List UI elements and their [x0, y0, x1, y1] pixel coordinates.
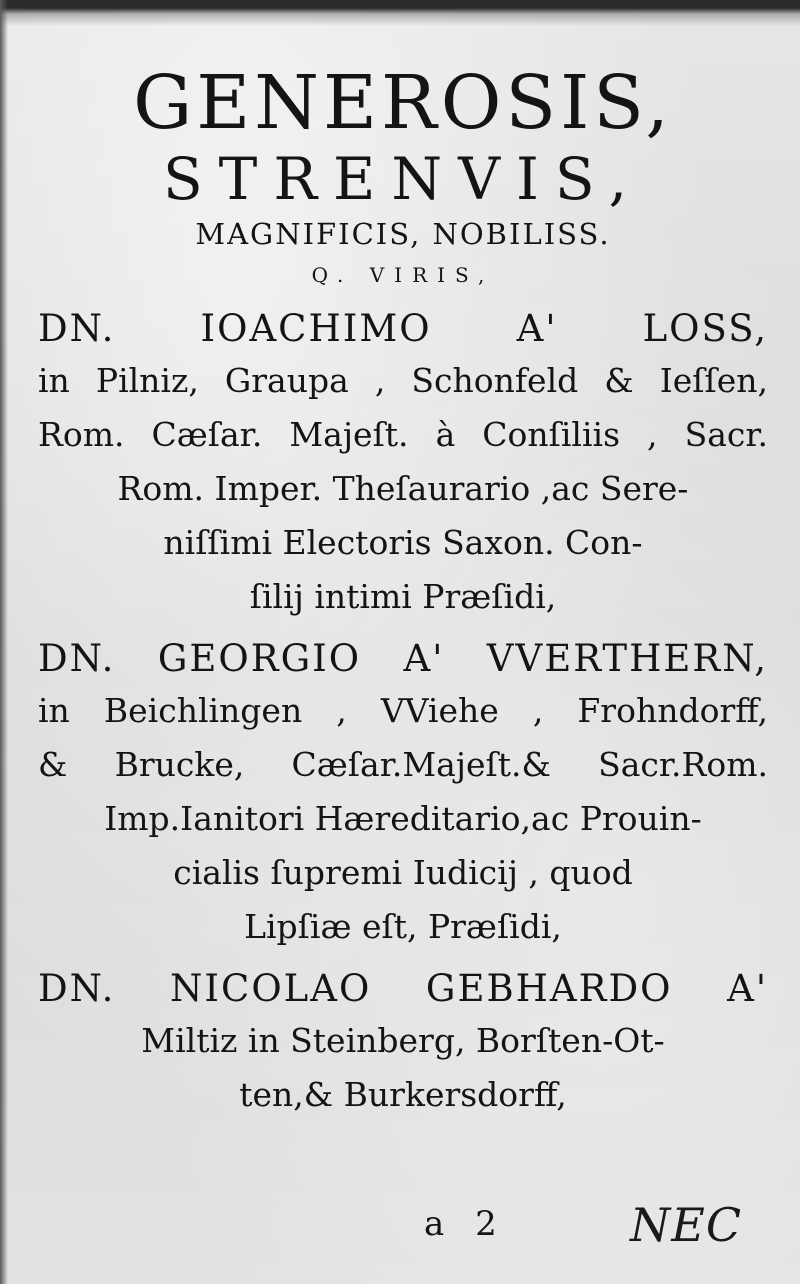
person-line: Lipſiæ eſt, Præſidi, — [244, 907, 562, 946]
person-line: Miltiz in Steinberg, Borſten-Ot- — [141, 1021, 665, 1060]
person-line: ten,& Burkersdorff, — [239, 1075, 567, 1114]
person-line: Rom. Cæſar. Majeſt. à Conſiliis , Sacr. — [38, 415, 768, 454]
heading-generosis: GENEROSIS, — [133, 60, 673, 146]
catchword: NEC — [630, 1198, 743, 1252]
person-line: Imp.Ianitori Hæreditario,ac Prouin- — [104, 799, 702, 838]
person-line: ſilij intimi Præſidi, — [249, 577, 557, 616]
person-name: DN. GEORGIO A' VVERTHERN, — [38, 637, 768, 680]
page-footer — [0, 1196, 800, 1266]
person-line: in Beichlingen , VViehe , Frohndorff, — [38, 691, 768, 730]
heading-magnificis: MAGNIFICIS, NOBILISS. — [195, 217, 611, 251]
person-block-miltiz — [38, 964, 768, 1122]
heading-strenuis: STRENVIS, — [162, 145, 644, 213]
person-block-werthern — [38, 634, 768, 954]
person-block-loss — [38, 304, 768, 624]
heading-viris: Q. VIRIS, — [311, 263, 495, 287]
person-line: cialis ſupremi Iudicij , quod — [173, 853, 633, 892]
dedication-text — [38, 60, 768, 1122]
person-line: in Pilniz, Graupa , Schonfeld & Ieſſen, — [38, 361, 768, 400]
person-line: & Brucke, Cæſar.Majeſt.& Sacr.Rom. — [38, 745, 768, 784]
page-binding-shadow — [0, 0, 8, 1284]
person-name: DN. IOACHIMO A' LOSS, — [38, 307, 768, 350]
person-name: DN. NICOLAO GEBHARDO A' — [38, 967, 768, 1010]
person-line: Rom. Imper. Theſaurario ,ac Sere- — [117, 469, 689, 508]
person-line: niſſimi Electoris Saxon. Con- — [163, 523, 643, 562]
signature-mark: a 2 — [424, 1204, 507, 1244]
page-top-shadow — [0, 0, 800, 26]
